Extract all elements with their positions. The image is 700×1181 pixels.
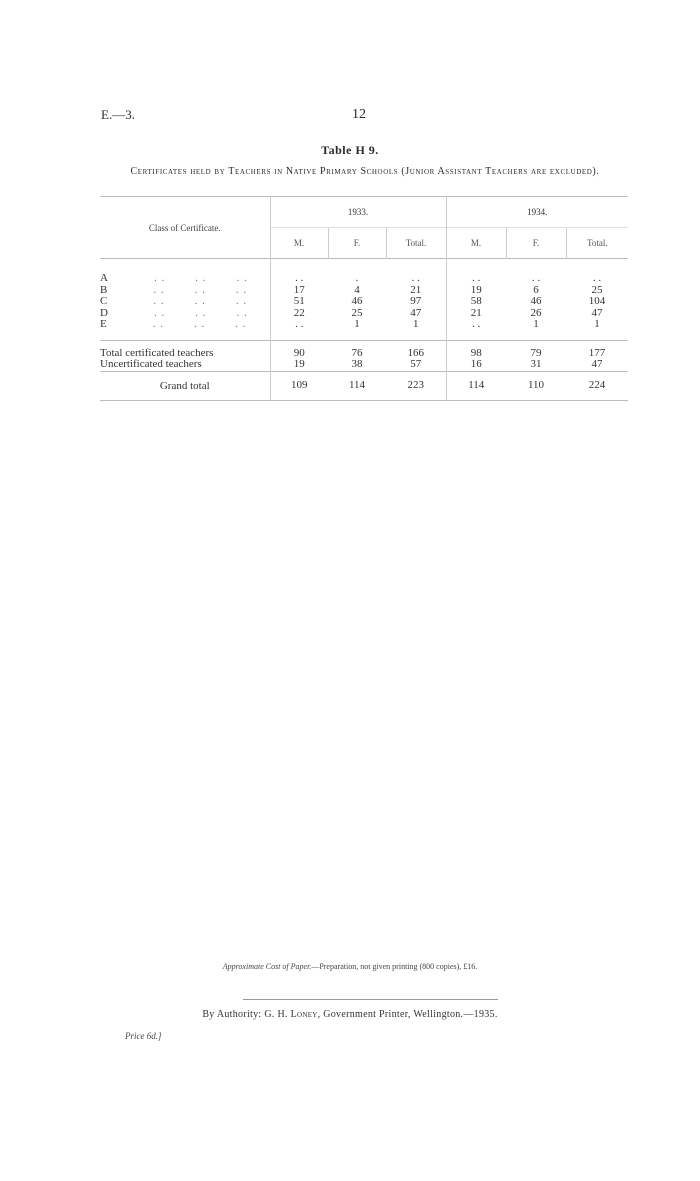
table-cell: 19	[446, 285, 506, 297]
table-cell: 21	[446, 308, 506, 320]
table-cell: 51	[270, 296, 328, 308]
certificate-class-cell	[100, 296, 270, 308]
table-cell: 90	[270, 340, 328, 359]
leader-dots: . . . . . .	[153, 283, 248, 296]
leader-dots: . . . . . .	[153, 272, 248, 284]
year-header-1934: 1934.	[446, 197, 628, 228]
table-cell: 47	[591, 358, 603, 370]
table-cell: 58	[446, 296, 506, 308]
table-cell: . .	[270, 319, 328, 331]
table-cell: 79	[530, 346, 542, 359]
footer-divider	[243, 999, 498, 1000]
col-header-female: F.	[328, 228, 386, 259]
table-cell: 25	[591, 283, 603, 296]
authority-suffix: Government Printer, Wellington.—1935.	[323, 1009, 498, 1020]
summary-label: Uncertificated teachers	[100, 358, 202, 370]
table-cell: 98	[446, 340, 506, 359]
price-note: Price 6d.]	[125, 1031, 162, 1041]
cost-label: Approximate Cost of Paper.	[222, 962, 312, 971]
cost-note	[0, 962, 700, 971]
table-cell: . .	[446, 273, 506, 285]
table-cell: 47	[410, 306, 422, 319]
certificate-class-label: D	[100, 306, 108, 319]
certificate-class-cell	[100, 273, 270, 285]
leader-dots: . . . . . .	[153, 295, 248, 307]
table-cell: . .	[270, 273, 328, 285]
certificate-class-cell	[100, 319, 270, 331]
certificate-class-label: B	[100, 283, 108, 296]
page-number: 12	[352, 107, 366, 122]
grand-total-cell: 224	[588, 378, 606, 391]
table-cell: 6	[533, 283, 539, 296]
certificate-row	[100, 296, 628, 308]
table-cell: 4	[354, 283, 360, 296]
cost-text: —Preparation, not given printing (800 copies), £16.	[311, 962, 478, 971]
table-cell: .	[355, 272, 359, 284]
table-cell: 1	[413, 318, 419, 330]
table-cell: 46	[351, 295, 363, 307]
table-cell: 19	[270, 359, 328, 371]
certificate-row	[100, 319, 628, 331]
year-header-1933: 1933.	[270, 197, 446, 228]
table-cell: 16	[446, 359, 506, 371]
table-cell: 46	[530, 295, 542, 307]
summary-row	[100, 359, 628, 371]
leader-dots: . . . . . .	[152, 318, 247, 330]
document-reference: E.—3.	[101, 107, 135, 122]
table-cell: 1	[594, 318, 600, 330]
table-cell: . .	[446, 319, 506, 331]
table-cell: 25	[351, 306, 363, 319]
table-cell: 22	[270, 308, 328, 320]
table-cell: 166	[407, 346, 424, 359]
grand-total-cell: 109	[270, 371, 328, 400]
table-cell: 57	[410, 358, 422, 370]
table-cell: 177	[588, 346, 606, 359]
table-cell: 97	[410, 295, 422, 307]
table-cell: 26	[530, 306, 542, 319]
table-cell: . .	[531, 272, 541, 284]
printer-name: G. H. Loney,	[264, 1009, 321, 1020]
col-header-total: Total.	[566, 228, 628, 259]
table-cell: . .	[592, 272, 602, 284]
certificate-row	[100, 273, 628, 285]
table-cell: 1	[533, 318, 539, 330]
class-of-certificate-header: Class of Certificate.	[148, 222, 221, 233]
certificate-class-label: E	[100, 318, 107, 330]
col-header-total: Total.	[386, 228, 446, 259]
table-cell: 104	[588, 295, 606, 307]
grand-total-cell: 110	[527, 378, 545, 391]
certificate-class-label: C	[100, 295, 108, 307]
table-cell: 31	[530, 358, 542, 370]
grand-total-cell: 223	[407, 378, 424, 391]
grand-total-cell: 114	[348, 378, 366, 391]
table-cell: 38	[351, 358, 363, 370]
table-title: Table H 9.	[321, 143, 379, 157]
grand-total-cell: 114	[446, 371, 506, 400]
certificates-table	[100, 196, 628, 402]
col-header-male: M.	[270, 228, 328, 259]
col-header-female: F.	[506, 228, 566, 259]
table-cell: 1	[354, 318, 360, 330]
authority-line	[0, 1009, 700, 1020]
table-caption: Certificates held by Teachers in Native Primary Schools (Junior Assistant Teachers are excluded).	[130, 166, 600, 177]
table-cell: 47	[591, 306, 603, 319]
leader-dots: . . . . . .	[153, 306, 248, 319]
table-cell: . .	[411, 272, 420, 284]
certificate-class-label: A	[100, 272, 108, 284]
table-cell: 76	[351, 346, 363, 359]
table-cell: 17	[270, 285, 328, 297]
table-cell: 21	[410, 283, 422, 296]
summary-row	[100, 340, 628, 359]
authority-prefix: By Authority:	[202, 1009, 262, 1020]
col-header-male: M.	[446, 228, 506, 259]
summary-label: Total certificated teachers	[100, 346, 214, 359]
grand-total-label: Grand total	[159, 379, 210, 392]
